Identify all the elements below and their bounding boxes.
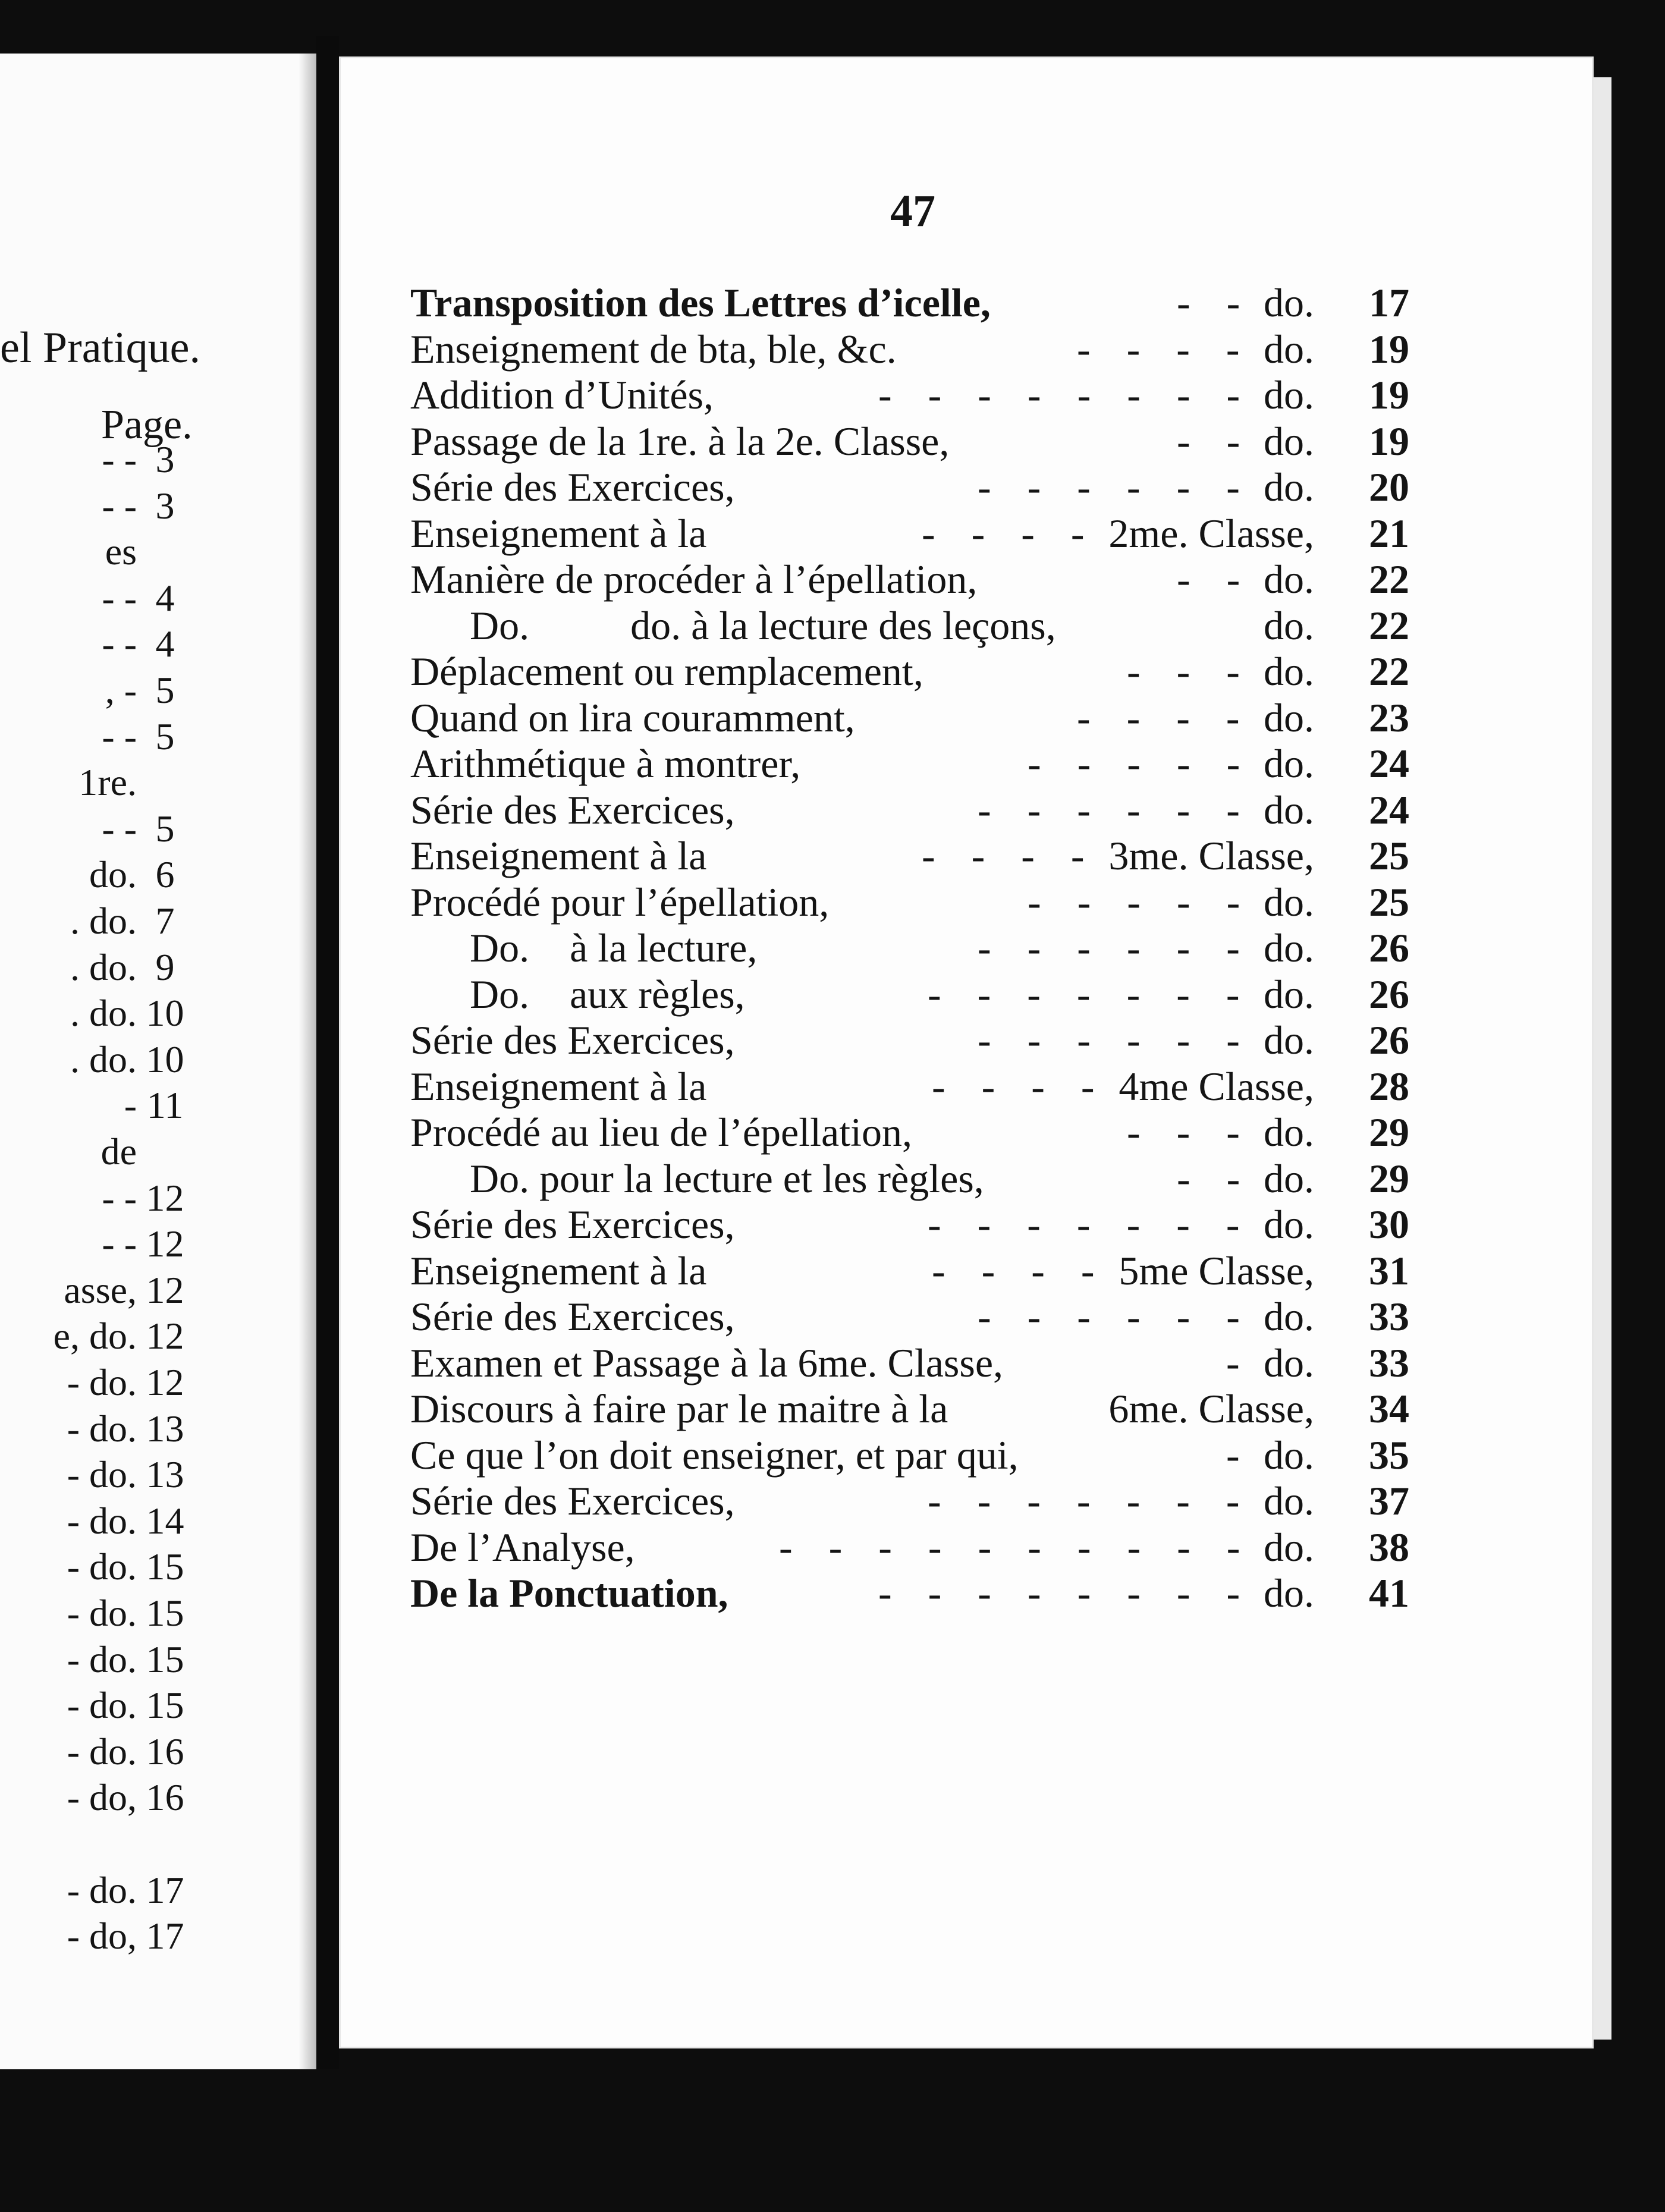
- left-toc-row: [0, 1913, 309, 1959]
- left-toc-row: [0, 991, 309, 1036]
- left-page-heading: el Pratique.: [0, 323, 201, 372]
- toc-entry-page: 25: [1369, 879, 1409, 925]
- toc-entry-page: 24: [1369, 787, 1409, 832]
- toc-entry-reference: 2me. Classe,: [1108, 510, 1314, 556]
- left-toc-row-page: 5: [155, 715, 175, 758]
- toc-entry-reference: 4me Classe,: [1119, 1063, 1314, 1109]
- left-toc-row-text: -: [124, 1084, 137, 1127]
- left-toc-row: [0, 806, 309, 852]
- toc-entry-page: 29: [1369, 1155, 1409, 1201]
- toc-entry-reference: do.: [1264, 326, 1314, 372]
- toc-entry-title: De l’Analyse,: [410, 1524, 635, 1570]
- toc-entry-title: Série des Exercices,: [410, 1294, 735, 1339]
- toc-entry: [410, 879, 1409, 925]
- left-toc-row-text: - -: [102, 623, 137, 665]
- left-toc-row-text: - do.: [67, 1545, 137, 1588]
- left-toc-row: [0, 668, 309, 713]
- toc-entry: [410, 1570, 1409, 1616]
- left-toc-row: [0, 1360, 309, 1405]
- toc-entry-title: Procédé au lieu de l’épellation,: [410, 1110, 912, 1155]
- toc-entry-title: Manière de procéder à l’épellation,: [410, 557, 978, 602]
- left-toc-row-page: 6: [155, 853, 175, 896]
- left-toc-row: [0, 576, 309, 621]
- toc-entry-leader: - - - - - - - -: [878, 1570, 1254, 1616]
- left-toc-row-text: asse,: [64, 1268, 137, 1311]
- toc-entry: [410, 1155, 1409, 1202]
- toc-entry-title: Enseignement de bta, ble, &c.: [410, 326, 897, 372]
- left-toc-row-text: - do.: [67, 1499, 137, 1542]
- left-page-fragment: [0, 54, 316, 2069]
- toc-entry-page: 20: [1369, 464, 1409, 510]
- toc-entry-leader: - - - - - -: [978, 1017, 1253, 1063]
- toc-entry-leader: - - - - - -: [978, 925, 1253, 970]
- left-toc-row-text: . do.: [70, 900, 137, 942]
- toc-entry-title: Série des Exercices,: [410, 1478, 735, 1523]
- toc-entry: [410, 602, 1409, 649]
- left-toc-row: [0, 1037, 309, 1082]
- toc-entry-reference: do.: [1264, 649, 1314, 694]
- left-page-column-label: Page.: [101, 402, 193, 448]
- left-toc-row-page: 15: [146, 1592, 184, 1634]
- toc-entry-leader: - - - - - -: [978, 787, 1253, 832]
- toc-entry-reference: do.: [1264, 1202, 1314, 1247]
- toc-entry-title: Quand on lira couramment,: [410, 695, 855, 740]
- toc-entry-page: 38: [1369, 1524, 1409, 1570]
- left-toc-row-page: 4: [155, 623, 175, 665]
- toc-entry-leader: - -: [1177, 280, 1254, 325]
- toc-entry: [410, 1248, 1409, 1294]
- left-toc-row: [0, 1406, 309, 1451]
- toc-entry: [410, 695, 1409, 741]
- toc-entry-reference: do.: [1264, 1110, 1314, 1155]
- toc-entry-page: 28: [1369, 1063, 1409, 1109]
- left-toc-row-text: - do,: [67, 1776, 137, 1819]
- toc-entry-reference: do.: [1264, 602, 1314, 648]
- left-toc-row-page: 4: [155, 576, 175, 619]
- toc-entry-title: Discours à faire par le maitre à la: [410, 1386, 948, 1431]
- toc-entry: [410, 1524, 1409, 1570]
- left-toc-row-text: - do.: [67, 1638, 137, 1680]
- left-toc-row: [0, 852, 309, 897]
- toc-entry-leader: - -: [1177, 557, 1254, 602]
- left-toc-row-text: . do.: [70, 945, 137, 988]
- left-toc-row: [0, 1498, 309, 1544]
- toc-entry-leader: - - - - -: [1028, 879, 1254, 925]
- toc-entry: [410, 740, 1409, 787]
- left-toc-row: [0, 483, 309, 529]
- left-toc-row: [0, 1683, 309, 1728]
- toc-entry-reference: do.: [1264, 695, 1314, 740]
- left-toc-row-text: - -: [102, 438, 137, 480]
- left-toc-row-page: 17: [146, 1915, 184, 1958]
- left-toc-row-text: - -: [102, 1176, 137, 1219]
- left-toc-row-page: 15: [146, 1638, 184, 1680]
- toc-entry-title: Enseignement à la: [410, 1063, 707, 1109]
- left-toc-row-text: do.: [89, 853, 137, 896]
- left-toc-row-page: 12: [146, 1176, 184, 1219]
- left-toc-row-page: 5: [155, 807, 175, 850]
- toc-entry-reference: do.: [1264, 925, 1314, 970]
- left-toc-row-text: . do.: [70, 992, 137, 1035]
- toc-entry-page: 25: [1369, 833, 1409, 878]
- left-toc-row: [0, 437, 309, 482]
- toc-entry-reference: do.: [1264, 557, 1314, 602]
- toc-entry-title: Do. pour la lecture et les règles,: [470, 1155, 984, 1201]
- toc-entry-title: Série des Exercices,: [410, 1202, 735, 1247]
- left-toc-row-page: 12: [146, 1223, 184, 1265]
- left-toc-row-page: 15: [146, 1684, 184, 1727]
- toc-entry-leader: -: [1226, 1432, 1253, 1478]
- toc-entry: [410, 971, 1409, 1017]
- toc-entry: [410, 279, 1409, 326]
- left-toc-row: [0, 1544, 309, 1589]
- toc-entry-title: Passage de la 1re. à la 2e. Classe,: [410, 418, 950, 464]
- toc-entry-title: Transposition des Lettres d’icelle,: [410, 280, 991, 325]
- toc-entry-page: 26: [1369, 971, 1409, 1017]
- left-toc-row: [0, 1221, 309, 1267]
- toc-entry: [410, 1432, 1409, 1478]
- left-toc-row: [0, 1729, 309, 1774]
- left-toc-row-text: de: [100, 1130, 137, 1173]
- left-toc-row: [0, 1129, 309, 1174]
- toc-entry: [410, 832, 1409, 879]
- toc-entry: [410, 1340, 1409, 1386]
- toc-entry: [410, 464, 1409, 510]
- toc-entry-title: Ce que l’on doit enseigner, et par qui,: [410, 1432, 1019, 1478]
- toc-entry-title: Déplacement ou remplacement,: [410, 649, 923, 694]
- toc-entry-page: 34: [1369, 1386, 1409, 1431]
- left-toc-row-text: - do.: [67, 1868, 137, 1911]
- toc-entry-reference: do.: [1264, 372, 1314, 417]
- toc-entry: [410, 510, 1409, 557]
- left-toc-row-page: 9: [155, 945, 175, 988]
- toc-entry-page: 23: [1369, 695, 1409, 740]
- left-toc-row-page: 10: [146, 1038, 184, 1080]
- toc-entry-reference: do.: [1264, 464, 1314, 510]
- left-toc-row-page: 15: [146, 1545, 184, 1588]
- left-toc-row: [0, 1083, 309, 1128]
- toc-entry-title: Do. aux règles,: [470, 971, 745, 1017]
- left-toc-row: [0, 898, 309, 944]
- book-gutter: [316, 36, 339, 2069]
- left-toc-row-text: - -: [102, 576, 137, 619]
- toc-entry-leader: - - - - - - -: [928, 971, 1253, 1017]
- left-toc-row-text: e, do.: [53, 1315, 137, 1358]
- toc-entry-title: Addition d’Unités,: [410, 372, 714, 417]
- toc-entry-leader: - -: [1177, 418, 1254, 464]
- left-toc-row-text: - do.: [67, 1592, 137, 1634]
- left-toc-row-text: - -: [102, 715, 137, 758]
- toc-entry-title: Série des Exercices,: [410, 464, 735, 510]
- toc-entry-leader: - - - - - - - -: [878, 372, 1254, 417]
- left-toc-row: [0, 1176, 309, 1221]
- left-toc-row-page: 11: [146, 1084, 184, 1127]
- toc-entry-page: 35: [1369, 1432, 1409, 1478]
- toc-entry-leader: - -: [1177, 1155, 1254, 1201]
- toc-entry-leader: - - - -: [1077, 695, 1253, 740]
- spine-shadow: [299, 54, 316, 2069]
- toc-entry-leader: - - - - - -: [978, 464, 1253, 510]
- left-toc-row-page: 10: [146, 992, 184, 1035]
- left-toc-row: [0, 945, 309, 990]
- left-toc-row-text: - do.: [67, 1361, 137, 1403]
- toc-entry-page: 30: [1369, 1202, 1409, 1247]
- toc-entry-page: 22: [1369, 557, 1409, 602]
- left-toc-row-text: - -: [102, 484, 137, 527]
- left-toc-row: [0, 1591, 309, 1636]
- toc-entry-reference: do.: [1264, 741, 1314, 786]
- toc-entry-page: 22: [1369, 649, 1409, 694]
- toc-entry-title: Do. do. à la lecture des leçons,: [470, 602, 1056, 648]
- toc-entry-reference: do.: [1264, 1294, 1314, 1339]
- left-toc-row-page: 16: [146, 1776, 184, 1819]
- toc-entry-reference: do.: [1264, 280, 1314, 325]
- toc-entry-title: Enseignement à la: [410, 510, 707, 556]
- left-toc-row: [0, 1452, 309, 1497]
- toc-entry-reference: 6me. Classe,: [1108, 1386, 1314, 1431]
- toc-entry-page: 22: [1369, 602, 1409, 648]
- toc-entry-leader: - - - - - -: [978, 1294, 1253, 1339]
- left-toc-row-text: es: [105, 530, 137, 573]
- toc-entry-page: 24: [1369, 741, 1409, 786]
- left-toc-row-page: 3: [155, 438, 175, 480]
- toc-entry-leader: - - - -: [922, 833, 1098, 878]
- toc-entry: [410, 1063, 1409, 1110]
- toc-entry-page: 19: [1369, 418, 1409, 464]
- left-toc-row-page: 7: [155, 900, 175, 942]
- page-number: 47: [890, 186, 935, 236]
- toc-entry-reference: do.: [1264, 1340, 1314, 1385]
- left-toc-row-text: - do.: [67, 1730, 137, 1773]
- toc-entry-leader: - - - - - - - - - -: [779, 1524, 1254, 1570]
- toc-entry-title: Procédé pour l’épellation,: [410, 879, 830, 925]
- toc-entry: [410, 326, 1409, 372]
- left-toc-row-page: 13: [146, 1453, 184, 1496]
- left-toc-row-page: 16: [146, 1730, 184, 1773]
- toc-entry-page: 33: [1369, 1340, 1409, 1385]
- toc-entry-reference: do.: [1264, 1155, 1314, 1201]
- toc-entry-reference: do.: [1264, 1524, 1314, 1570]
- toc-entry-title: Arithmétique à montrer,: [410, 741, 801, 786]
- left-toc-row: [0, 1868, 309, 1913]
- toc-entry-page: 31: [1369, 1248, 1409, 1293]
- toc-entry-page: 26: [1369, 925, 1409, 970]
- toc-entry-page: 26: [1369, 1017, 1409, 1063]
- left-toc-row-text: - do.: [67, 1407, 137, 1450]
- toc-entry-page: 41: [1369, 1570, 1409, 1616]
- toc-entry-leader: - - - - - - -: [928, 1478, 1253, 1523]
- toc-entry-leader: - - - -: [922, 510, 1098, 556]
- left-toc-row: [0, 1775, 309, 1820]
- toc-entry-title: Série des Exercices,: [410, 1017, 735, 1063]
- left-toc-row-text: - do.: [67, 1684, 137, 1727]
- toc-entry-title: Enseignement à la: [410, 1248, 707, 1293]
- toc-entry: [410, 925, 1409, 971]
- toc-entry-page: 29: [1369, 1110, 1409, 1155]
- left-toc-row: [0, 1821, 309, 1867]
- toc-entry: [410, 1385, 1409, 1432]
- toc-entry-title: Série des Exercices,: [410, 787, 735, 832]
- toc-entry-title: De la Ponctuation,: [410, 1570, 728, 1616]
- toc-entry-reference: do.: [1264, 1478, 1314, 1523]
- left-toc-row: [0, 1637, 309, 1682]
- toc-entry: [410, 648, 1409, 695]
- toc-entry: [410, 1201, 1409, 1248]
- left-toc-row-text: - -: [102, 1223, 137, 1265]
- toc-entry-leader: - - - - -: [1028, 741, 1254, 786]
- toc-entry-reference: 5me Classe,: [1119, 1248, 1314, 1293]
- toc-entry-page: 17: [1369, 280, 1409, 325]
- toc-entry-reference: do.: [1264, 971, 1314, 1017]
- left-toc-row-page: 13: [146, 1407, 184, 1450]
- toc-entry-leader: - - -: [1127, 1110, 1253, 1155]
- toc-entry-page: 19: [1369, 372, 1409, 417]
- left-toc-row-text: - do.: [67, 1453, 137, 1496]
- left-toc-row-text: - -: [102, 807, 137, 850]
- toc-entry-page: 21: [1369, 510, 1409, 556]
- left-toc-row-page: 12: [146, 1268, 184, 1311]
- toc-entry: [410, 1293, 1409, 1340]
- toc-entry-page: 19: [1369, 326, 1409, 372]
- left-toc-row-page: 3: [155, 484, 175, 527]
- left-toc-row-page: 12: [146, 1361, 184, 1403]
- left-toc-row-text: - do,: [67, 1915, 137, 1958]
- toc-entry: [410, 1017, 1409, 1063]
- left-toc-row: [0, 621, 309, 667]
- toc-entry-title: Do. à la lecture,: [470, 925, 758, 970]
- toc-entry: [410, 1478, 1409, 1524]
- left-toc-row-page: 14: [146, 1499, 184, 1542]
- toc-entry-leader: - - -: [1127, 649, 1253, 694]
- toc-entry-reference: do.: [1264, 879, 1314, 925]
- left-toc-row: [0, 1314, 309, 1359]
- toc-entry: [410, 418, 1409, 464]
- page-edge: [1594, 77, 1611, 2040]
- toc-entry-title: Enseignement à la: [410, 833, 707, 878]
- toc-entry-title: Examen et Passage à la 6me. Classe,: [410, 1340, 1004, 1385]
- toc-entry-reference: 3me. Classe,: [1108, 833, 1314, 878]
- left-toc-row-text: . do.: [70, 1038, 137, 1080]
- left-toc-row-page: 12: [146, 1315, 184, 1358]
- toc-entry-leader: - - - -: [1077, 326, 1253, 372]
- toc-entry-reference: do.: [1264, 787, 1314, 832]
- toc-entry: [410, 372, 1409, 418]
- left-toc-row: [0, 1268, 309, 1313]
- toc-entry-reference: do.: [1264, 1570, 1314, 1616]
- left-toc-row-page: 5: [155, 669, 175, 711]
- toc-entry-reference: do.: [1264, 418, 1314, 464]
- toc-entry-leader: -: [1226, 1340, 1253, 1385]
- left-toc-row: [0, 529, 309, 574]
- left-toc-row: [0, 714, 309, 759]
- left-toc-row-text: 1re.: [78, 761, 137, 804]
- toc-entry-page: 37: [1369, 1478, 1409, 1523]
- toc-entry-leader: - - - - - - -: [928, 1202, 1253, 1247]
- left-toc-row: [0, 760, 309, 805]
- toc-entry-leader: - - - -: [932, 1248, 1108, 1293]
- toc-entry: [410, 787, 1409, 833]
- toc-entry: [410, 1109, 1409, 1155]
- toc-entry-leader: - - - -: [932, 1063, 1108, 1109]
- toc-entry-page: 33: [1369, 1294, 1409, 1339]
- left-toc-row-text: , -: [105, 669, 137, 711]
- toc-entry-reference: do.: [1264, 1017, 1314, 1063]
- toc-entry-reference: do.: [1264, 1432, 1314, 1478]
- left-toc-row-page: 17: [146, 1868, 184, 1911]
- toc-entry: [410, 556, 1409, 602]
